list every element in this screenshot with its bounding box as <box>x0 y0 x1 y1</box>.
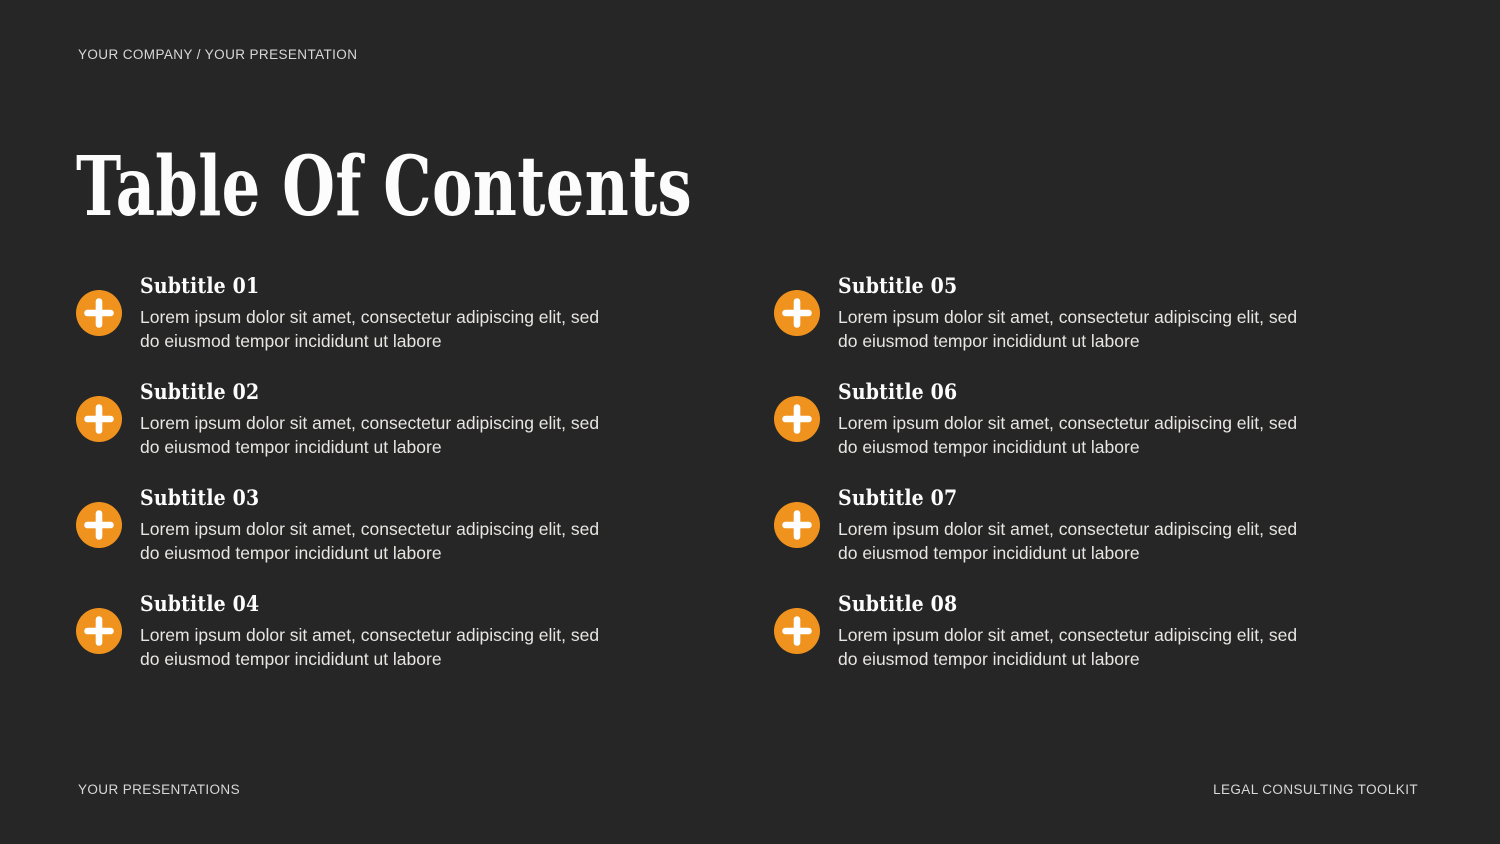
footer-left-label: YOUR PRESENTATIONS <box>78 782 240 797</box>
plus-icon <box>76 290 122 336</box>
toc-item-subtitle: Subtitle 08 <box>838 591 958 616</box>
breadcrumb: YOUR COMPANY / YOUR PRESENTATION <box>78 47 358 62</box>
toc-item-description: Lorem ipsum dolor sit amet, consectetur adipiscing elit, sed do eiusmod tempor incididunt ut labore <box>838 625 1298 669</box>
toc-item-description: Lorem ipsum dolor sit amet, consectetur adipiscing elit, sed do eiusmod tempor incididunt ut labore <box>140 519 600 563</box>
toc-item-description: Lorem ipsum dolor sit amet, consectetur adipiscing elit, sed do eiusmod tempor incididunt ut labore <box>140 413 600 457</box>
plus-icon <box>76 396 122 442</box>
toc-item <box>76 484 614 565</box>
toc-item-description: Lorem ipsum dolor sit amet, consectetur adipiscing elit, sed do eiusmod tempor incididunt ut labore <box>838 519 1298 563</box>
toc-item-subtitle: Subtitle 06 <box>838 379 958 404</box>
toc-item <box>76 590 614 671</box>
toc-item-text <box>838 272 1310 353</box>
toc-item-text <box>838 378 1310 459</box>
toc-item-description: Lorem ipsum dolor sit amet, consectetur adipiscing elit, sed do eiusmod tempor incididunt ut labore <box>838 307 1298 351</box>
toc-item-description: Lorem ipsum dolor sit amet, consectetur adipiscing elit, sed do eiusmod tempor incididunt ut labore <box>140 625 600 669</box>
toc-column-right <box>774 272 1312 696</box>
toc-item-description: Lorem ipsum dolor sit amet, consectetur adipiscing elit, sed do eiusmod tempor incididunt ut labore <box>838 413 1298 457</box>
plus-icon <box>76 502 122 548</box>
toc-item <box>774 484 1312 565</box>
toc-item-subtitle: Subtitle 07 <box>838 485 958 510</box>
toc-item <box>76 378 614 459</box>
toc-item-text <box>140 272 612 353</box>
toc-item-text <box>838 484 1310 565</box>
plus-icon <box>774 290 820 336</box>
plus-icon <box>76 608 122 654</box>
plus-icon <box>774 396 820 442</box>
toc-item <box>76 272 614 353</box>
toc-item-text <box>140 590 612 671</box>
toc-item-text <box>140 484 612 565</box>
toc-item-subtitle: Subtitle 03 <box>140 485 260 510</box>
toc-column-left <box>76 272 614 696</box>
toc-item-subtitle: Subtitle 05 <box>838 273 958 298</box>
toc-item-subtitle: Subtitle 01 <box>140 273 260 298</box>
toc-item <box>774 272 1312 353</box>
plus-icon <box>774 608 820 654</box>
plus-icon <box>774 502 820 548</box>
toc-item-text <box>838 590 1310 671</box>
toc-item-text <box>140 378 612 459</box>
toc-item-subtitle: Subtitle 02 <box>140 379 260 404</box>
toc-item <box>774 378 1312 459</box>
toc-item-subtitle: Subtitle 04 <box>140 591 260 616</box>
toc-item <box>774 590 1312 671</box>
footer-right-label: LEGAL CONSULTING TOOLKIT <box>1213 782 1418 797</box>
page-title: Table Of Contents <box>76 139 693 235</box>
toc-item-description: Lorem ipsum dolor sit amet, consectetur adipiscing elit, sed do eiusmod tempor incididunt ut labore <box>140 307 600 351</box>
